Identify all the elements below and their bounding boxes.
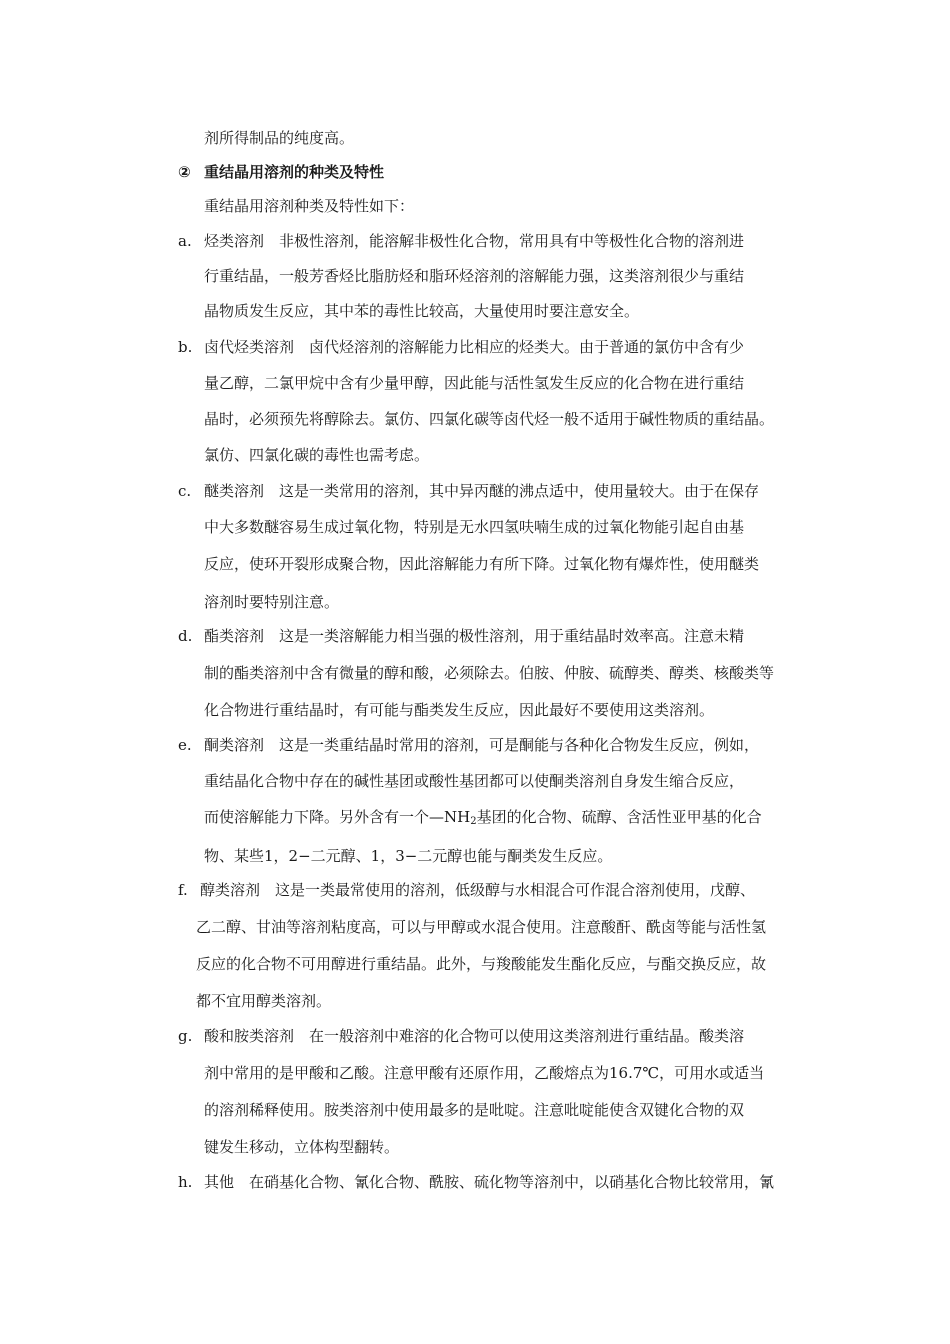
section-lead: 重结晶用溶剂种类及特性如下： (204, 197, 415, 215)
list-item-line: 重结晶化合物中存在的碱性基团或酸性基团都可以使酮类溶剂自身发生缩合反应， (204, 772, 745, 790)
list-marker: f. (178, 881, 188, 899)
list-item-line: 溶剂时要特别注意。 (204, 593, 340, 611)
list-item-line: 键发生移动，立体构型翻转。 (204, 1138, 400, 1156)
list-item-line: 化合物进行重结晶时，有可能与酯类发生反应，因此最好不要使用这类溶剂。 (204, 701, 715, 719)
list-item-line: 烃类溶剂 非极性溶剂，能溶解非极性化合物，常用具有中等极性化合物的溶剂进 (204, 232, 745, 250)
list-item-line: 醇类溶剂 这是一类最常使用的溶剂，低级醇与水相混合可作混合溶剂使用，戊醇、 (200, 881, 756, 899)
list-item-line: 制的酯类溶剂中含有微量的醇和酸，必须除去。伯胺、仲胺、硫醇类、醇类、核酸类等 (204, 664, 775, 682)
list-item-line: 的溶剂稀释使用。胺类溶剂中使用最多的是吡啶。注意吡啶能使含双键化合物的双 (204, 1101, 745, 1119)
list-item-line: 氯仿、四氯化碳的毒性也需考虑。 (204, 446, 430, 464)
list-item-line: 乙二醇、甘油等溶剂粘度高，可以与甲醇或水混合使用。注意酸酐、酰卤等能与活性氢 (196, 918, 767, 936)
list-item-line: 晶时，必须预先将醇除去。氯仿、四氯化碳等卤代烃一般不适用于碱性物质的重结晶。 (204, 410, 775, 428)
section-title: 重结晶用溶剂的种类及特性 (204, 163, 385, 181)
list-item-line: 都不宜用醇类溶剂。 (196, 992, 332, 1010)
list-item-line: 酸和胺类溶剂 在一般溶剂中难溶的化合物可以使用这类溶剂进行重结晶。酸类溶 (204, 1027, 745, 1045)
list-item-line: 其他 在硝基化合物、氰化合物、酰胺、硫化物等溶剂中，以硝基化合物比较常用，氰 (204, 1173, 775, 1191)
list-item-line: 反应，使环开裂形成聚合物，因此溶解能力有所下降。过氧化物有爆炸性，使用醚类 (204, 555, 760, 573)
list-item-line: 中大多数醚容易生成过氧化物，特别是无水四氢呋喃生成的过氧化物能引起自由基 (204, 518, 745, 536)
list-item-line: 卤代烃类溶剂 卤代烃溶剂的溶解能力比相应的烃类大。由于普通的氯仿中含有少 (204, 338, 745, 356)
list-item-line: 醚类溶剂 这是一类常用的溶剂，其中异丙醚的沸点适中，使用量较大。由于在保存 (204, 482, 760, 500)
list-item-line: 而使溶解能力下降。另外含有一个$—NH_2$基团的化合物、硫醇、含活性亚甲基的化合 (204, 808, 762, 827)
list-item-line: 反应的化合物不可用醇进行重结晶。此外，与羧酸能发生酯化反应，与酯交换反应，故 (196, 955, 767, 973)
list-marker: e. (178, 736, 192, 754)
list-marker: c. (178, 482, 192, 500)
list-item-line: 物、某些1，2−二元醇、1，3−二元醇也能与酮类发生反应。 (204, 847, 613, 865)
list-marker: a. (178, 232, 192, 250)
list-marker: d. (178, 627, 193, 645)
list-marker: h. (178, 1173, 193, 1191)
list-item-line: 量乙醇，二氯甲烷中含有少量甲醇，因此能与活性氢发生反应的化合物在进行重结 (204, 374, 745, 392)
list-item-line: 酮类溶剂 这是一类重结晶时常用的溶剂，可是酮能与各种化合物发生反应，例如， (204, 736, 760, 754)
list-item-line: 酯类溶剂 这是一类溶解能力相当强的极性溶剂，用于重结晶时效率高。注意未精 (204, 627, 745, 645)
list-item-line: 晶物质发生反应，其中苯的毒性比较高，大量使用时要注意安全。 (204, 302, 640, 320)
list-item-line: 行重结晶，一般芳香烃比脂肪烃和脂环烃溶剂的溶解能力强，这类溶剂很少与重结 (204, 267, 745, 285)
list-marker: g. (178, 1027, 193, 1045)
list-item-line: 剂中常用的是甲酸和乙酸。注意甲酸有还原作用，乙酸熔点为16.7℃，可用水或适当 (204, 1064, 765, 1082)
list-marker: b. (178, 338, 193, 356)
intro-continuation: 剂所得制品的纯度高。 (204, 129, 355, 147)
section-number: ② (178, 163, 191, 181)
